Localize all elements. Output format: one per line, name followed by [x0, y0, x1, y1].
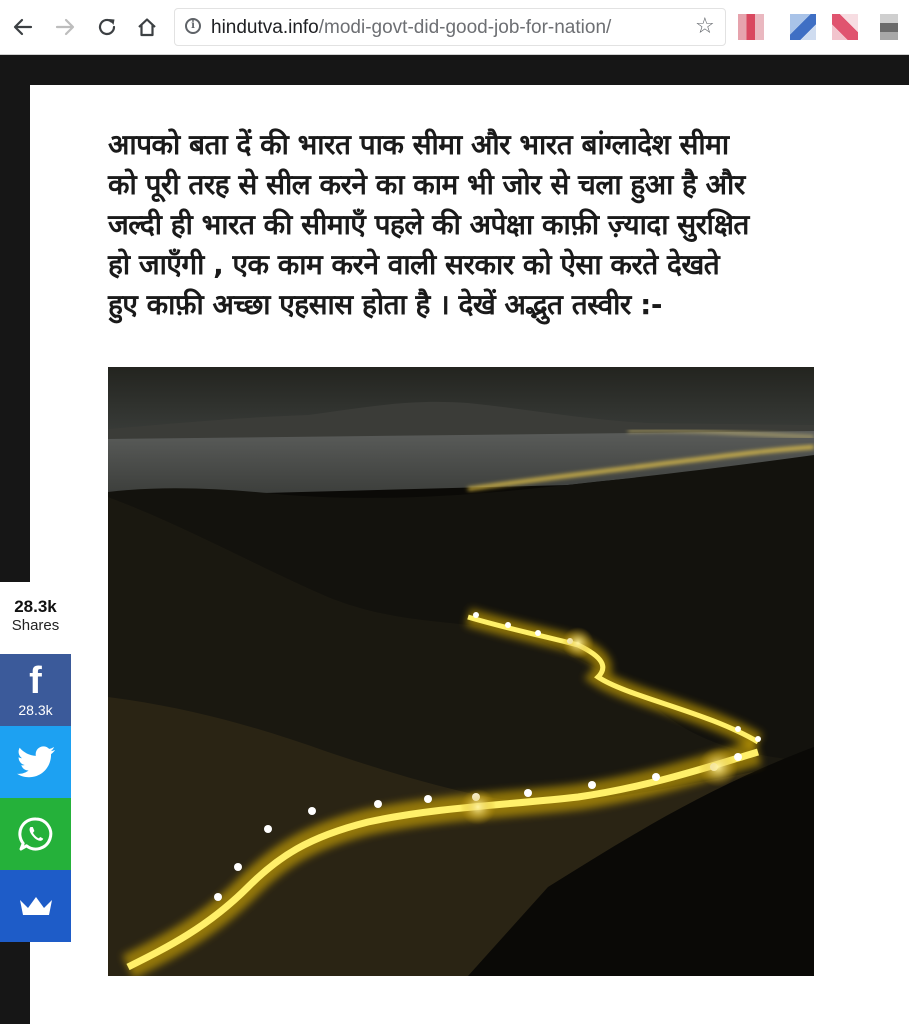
share-count: 28.3k	[14, 597, 57, 616]
article-photo	[108, 367, 814, 976]
article-paragraph	[108, 125, 823, 325]
article-line: जल्दी ही भारत की सीमाएँ पहले की अपेक्षा काफ़ी ज़्यादा सुरक्षित	[108, 208, 749, 241]
share-label: Shares	[11, 617, 60, 634]
url-text[interactable]	[211, 17, 611, 39]
home-icon	[136, 16, 158, 38]
facebook-share-button[interactable]	[0, 654, 71, 726]
article-line: हुए काफ़ी अच्छा एहसास होता है । देखें अद्भुत तस्वीर :-	[108, 288, 662, 321]
twitter-icon	[17, 746, 55, 778]
article-content	[30, 85, 909, 1024]
extension-icon-2[interactable]	[790, 14, 816, 40]
star-icon[interactable]: ☆	[695, 14, 715, 39]
browser-toolbar	[0, 0, 909, 55]
crown-icon	[18, 894, 54, 918]
home-button[interactable]	[132, 12, 162, 42]
twitter-share-button[interactable]	[0, 726, 71, 798]
article-line: को पूरी तरह से सील करने का काम भी जोर से चला हुआ है और	[108, 168, 745, 201]
article-line: हो जाएँगी , एक काम करने वाली सरकार को ऐसा करते देखते	[108, 248, 720, 281]
reload-button[interactable]	[92, 12, 122, 42]
border-fence-night-photo	[108, 367, 814, 976]
back-button[interactable]	[8, 12, 38, 42]
extension-icon-1[interactable]	[738, 14, 764, 40]
forward-button[interactable]	[50, 12, 80, 42]
address-bar[interactable]	[174, 8, 726, 46]
page-header-band	[0, 55, 909, 85]
extension-icon-4[interactable]	[880, 14, 898, 40]
article-line: आपको बता दें की भारत पाक सीमा और भारत बांग्लादेश सीमा	[108, 128, 729, 161]
url-path: /modi-govt-did-good-job-for-nation/	[318, 17, 612, 38]
share-count-box	[0, 582, 71, 654]
url-host: hindutva.info	[211, 17, 319, 38]
sumome-share-button[interactable]	[0, 870, 71, 942]
whatsapp-share-button[interactable]	[0, 798, 71, 870]
arrow-left-icon	[12, 16, 34, 38]
info-icon[interactable]: i	[185, 18, 201, 34]
extension-icon-3[interactable]	[832, 14, 858, 40]
reload-icon	[96, 16, 118, 38]
arrow-right-icon	[54, 16, 76, 38]
facebook-share-count: 28.3k	[18, 702, 53, 718]
facebook-icon: f	[29, 660, 42, 702]
whatsapp-icon	[18, 816, 54, 852]
